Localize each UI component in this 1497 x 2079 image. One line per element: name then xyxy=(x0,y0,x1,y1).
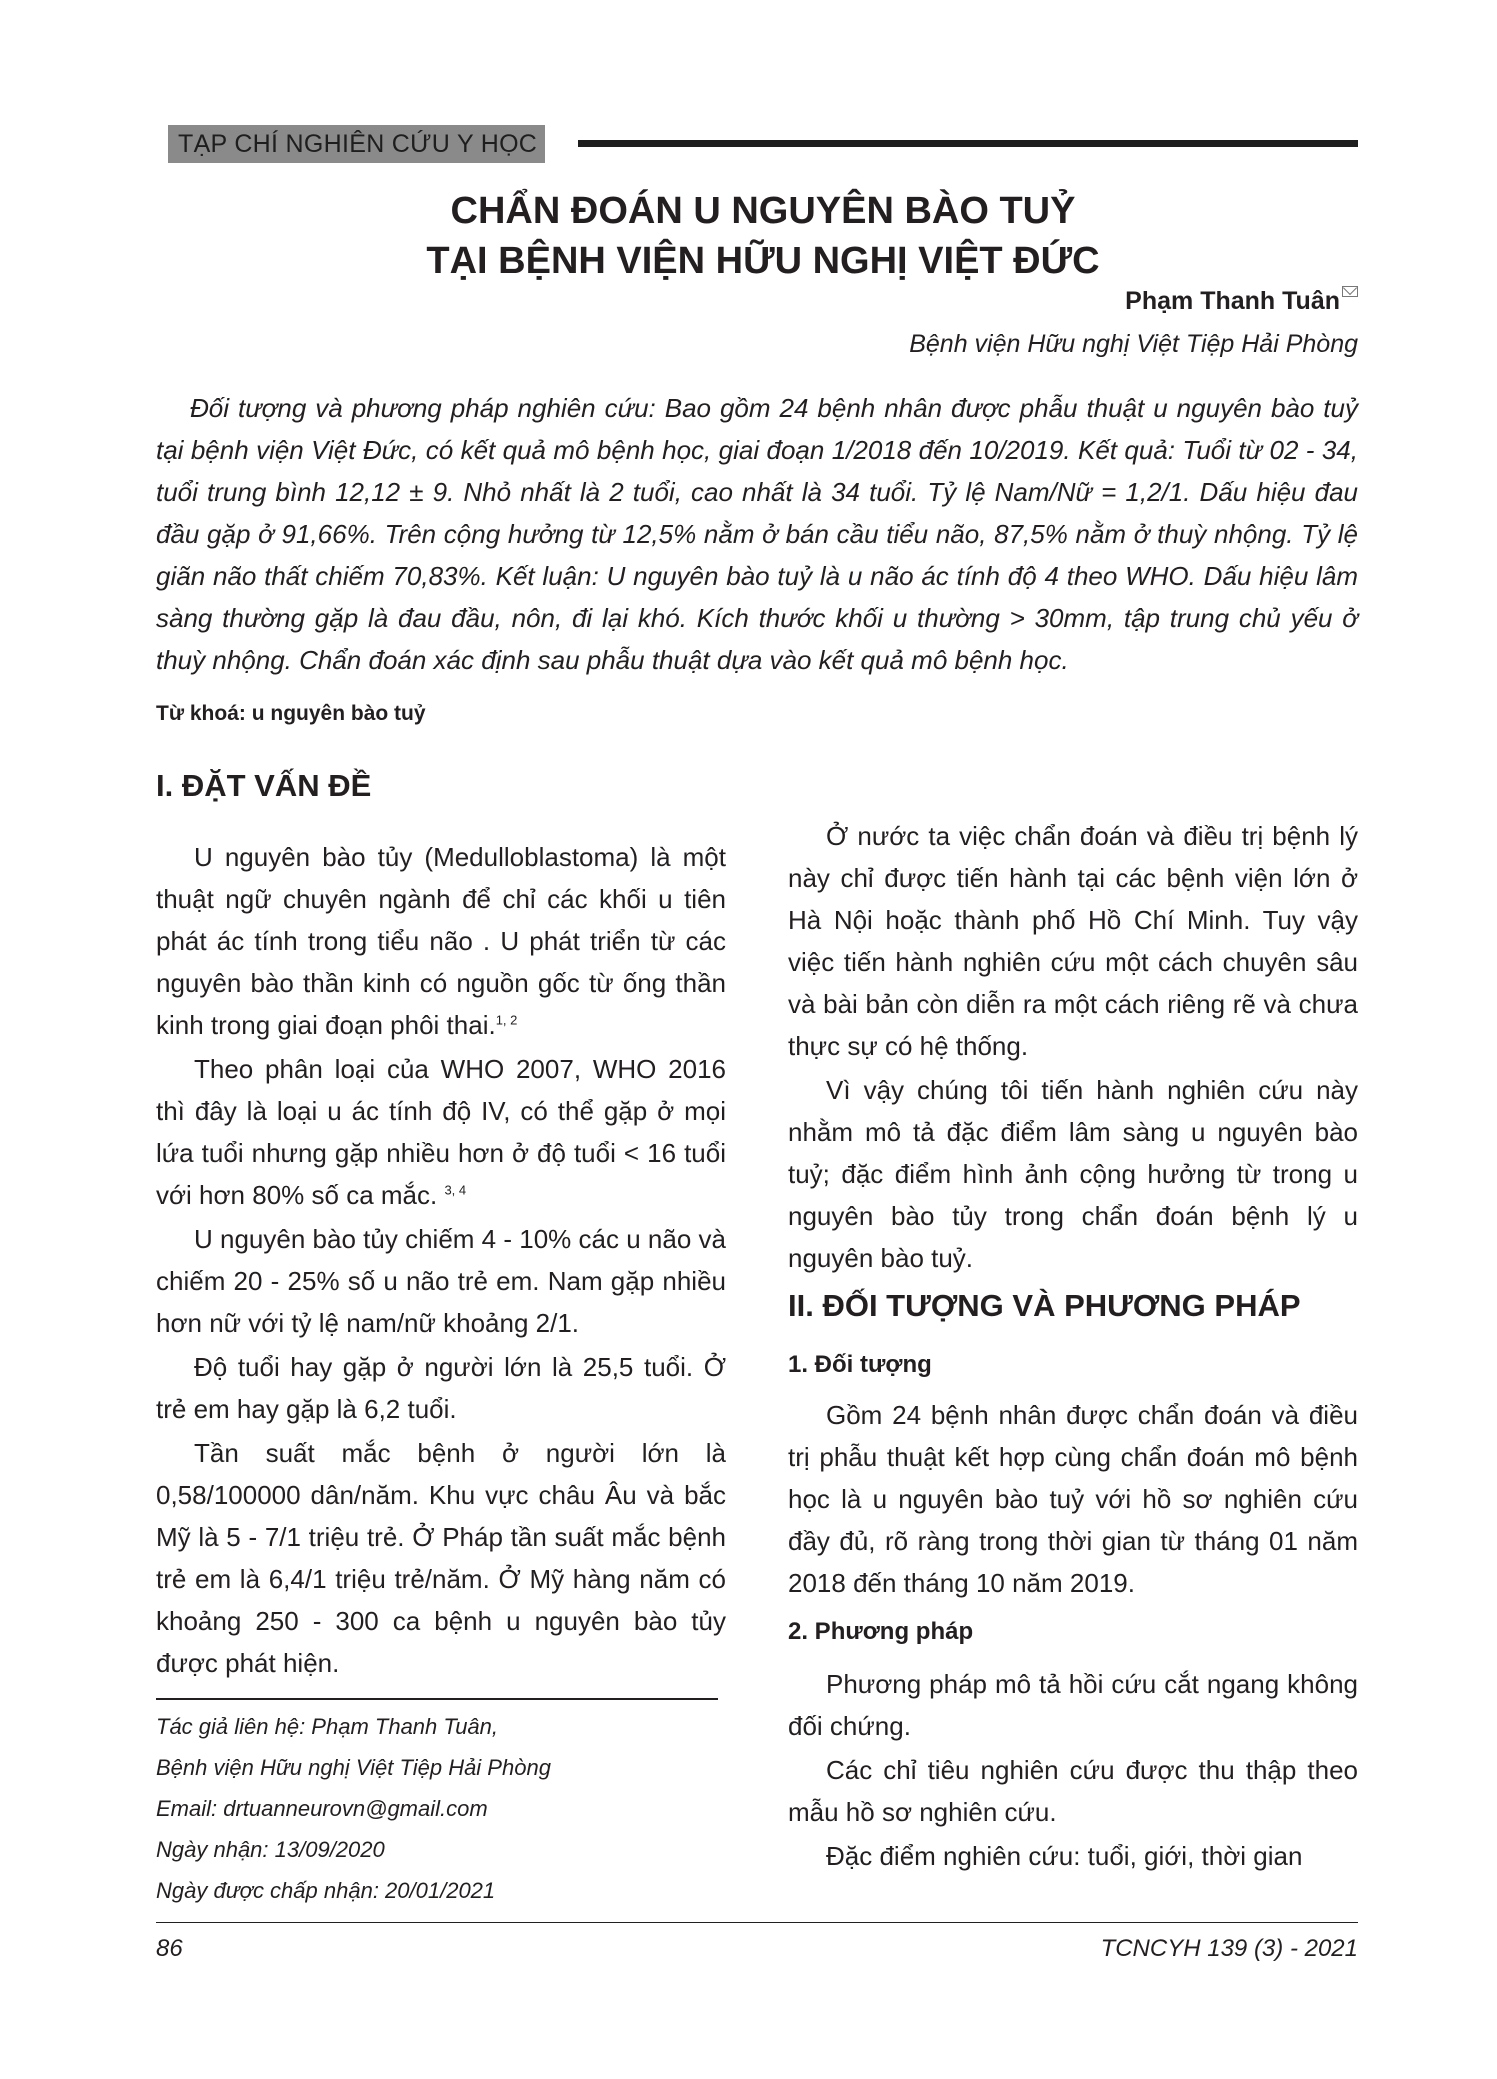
author-line xyxy=(1125,287,1358,316)
right-column-top xyxy=(788,815,1358,1279)
abstract: Đối tượng và phương pháp nghiên cứu: Bao gồm 24 bệnh nhân được phẫu thuật u nguyên bào tuỷ tại bệnh viện Việt Đức, có kết quả mô bệnh học, giai đoạn 1/2018 đến 10/2019. Kết quả: Tuổi từ 02 - 34, tuổi trung bình 12,12 ± 9. Nhỏ nhất là 2 tuổi, cao nhất là 34 tuổi. Tỷ lệ Nam/Nữ = 1,2/1. Dấu hiệu đau đầu gặp ở 91,66%. Trên cộng hưởng từ 12,5% nằm ở bán cầu tiểu não, 87,5% nằm ở thuỳ nhộng. Tỷ lệ giãn não thất chiếm 70,83%. Kết luận: U nguyên bào tuỷ là u não ác tính độ 4 theo WHO. Dấu hiệu lâm sàng thường gặp là đau đầu, nôn, đi lại khó. Kích thước khối u thường > 30mm, tập trung chủ yếu ở thuỳ nhộng. Chẩn đoán xác định sau phẫu thuật dựa vào kết quả mô bệnh học. xyxy=(156,393,1358,675)
journal-name: TẠP CHÍ NGHIÊN CỨU Y HỌC xyxy=(168,125,545,163)
paragraph: Theo phân loại của WHO 2007, WHO 2016 thì đây là loại u ác tính độ IV, có thể gặp ở mọi lứa tuổi nhưng gặp nhiều hơn ở độ tuổi < 16 tuổi với hơn 80% số ca mắc. $^{3, 4}$ xyxy=(156,1054,726,1210)
title-line-1: CHẨN ĐOÁN U NGUYÊN BÀO TUỶ xyxy=(450,190,1076,232)
footnote-line: Bệnh viện Hữu nghị Việt Tiệp Hải Phòng xyxy=(156,1755,551,1780)
journal-issue: TCNCYH 139 (3) - 2021 xyxy=(1100,1935,1358,1962)
title-line-2: TẠI BỆNH VIỆN HỮU NGHỊ VIỆT ĐỨC xyxy=(426,240,1100,282)
paragraph: Các chỉ tiêu nghiên cứu được thu thập theo mẫu hồ sơ nghiên cứu. xyxy=(788,1755,1358,1827)
footer-rule xyxy=(156,1922,1358,1923)
citation: 1, 2 xyxy=(495,1012,518,1028)
paragraph: Độ tuổi hay gặp ở người lớn là 25,5 tuổi. Ở trẻ em hay gặp là 6,2 tuổi. xyxy=(156,1352,726,1424)
article-title xyxy=(168,186,1358,286)
right-column-methods-2 xyxy=(788,1663,1358,1877)
section-1-heading: I. ĐẶT VẤN ĐỀ xyxy=(156,768,372,803)
citation: 3, 4 xyxy=(444,1182,467,1198)
paragraph: Tần suất mắc bệnh ở người lớn là 0,58/100000 dân/năm. Khu vực châu Âu và bắc Mỹ là 5 - 7/1 triệu trẻ. Ở Pháp tần suất mắc bệnh trẻ em là 6,4/1 triệu trẻ/năm. Ở Mỹ hàng năm có khoảng 250 - 300 ca bệnh u nguyên bào tủy được phát hiện. xyxy=(156,1438,726,1678)
right-column-methods xyxy=(788,1394,1358,1604)
subsection-heading: 1. Đối tượng xyxy=(788,1351,932,1378)
paragraph: U nguyên bào tủy (Medulloblastoma) là một thuật ngữ chuyên ngành để chỉ các khối u tiên phát ác tính trong tiểu não . U phát triển từ các nguyên bào thần kinh có nguồn gốc từ ống thần kinh trong giai đoạn phôi thai.$^{1, 2}$ xyxy=(156,842,726,1040)
footnote-line: Tác giả liên hệ: Phạm Thanh Tuân, xyxy=(156,1714,499,1739)
left-column xyxy=(156,836,726,1684)
author-name: Phạm Thanh Tuân xyxy=(1125,287,1340,315)
footnote-accepted: Ngày được chấp nhận: 20/01/2021 xyxy=(156,1878,496,1903)
footnote-received: Ngày nhận: 13/09/2020 xyxy=(156,1837,385,1862)
paragraph: Gồm 24 bệnh nhân được chẩn đoán và điều trị phẫu thuật kết hợp cùng chẩn đoán mô bệnh học là u nguyên bào tuỷ với hồ sơ nghiên cứu đầy đủ, rõ ràng trong thời gian từ tháng 01 năm 2018 đến tháng 10 năm 2019. xyxy=(788,1400,1358,1598)
footnote-email: Email: drtuanneurovn@gmail.com xyxy=(156,1796,488,1821)
footnote-rule xyxy=(156,1698,718,1700)
paragraph: U nguyên bào tủy chiếm 4 - 10% các u não và chiếm 20 - 25% số u não trẻ em. Nam gặp nhiều hơn nữ với tỷ lệ nam/nữ khoảng 2/1. xyxy=(156,1224,726,1338)
corresponding-author-note xyxy=(156,1706,551,1911)
paragraph: Phương pháp mô tả hồi cứu cắt ngang không đối chứng. xyxy=(788,1669,1358,1741)
keywords: Từ khoá: u nguyên bào tuỷ xyxy=(156,702,426,725)
subsection-heading: 2. Phương pháp xyxy=(788,1618,974,1645)
section-2-heading: II. ĐỐI TƯỢNG VÀ PHƯƠNG PHÁP xyxy=(788,1288,1301,1323)
paragraph: Ở nước ta việc chẩn đoán và điều trị bệnh lý này chỉ được tiến hành tại các bệnh viện lớn ở Hà Nội hoặc thành phố Hồ Chí Minh. Tuy vậy việc tiến hành nghiên cứu một cách chuyên sâu và bài bản còn diễn ra một cách riêng rẽ và chưa thực sự có hệ thống. xyxy=(788,821,1358,1061)
paragraph: Vì vậy chúng tôi tiến hành nghiên cứu này nhằm mô tả đặc điểm lâm sàng u nguyên bào tuỷ; đặc điểm hình ảnh cộng hưởng từ trong u nguyên bào tủy trong chẩn đoán bệnh lý u nguyên bào tuỷ. xyxy=(788,1075,1358,1273)
envelope-icon xyxy=(1342,286,1358,297)
paragraph: Đặc điểm nghiên cứu: tuổi, giới, thời gian xyxy=(826,1841,1303,1871)
header-rule xyxy=(578,140,1358,147)
page-number: 86 xyxy=(156,1935,183,1962)
author-affiliation: Bệnh viện Hữu nghị Việt Tiệp Hải Phòng xyxy=(909,330,1358,358)
